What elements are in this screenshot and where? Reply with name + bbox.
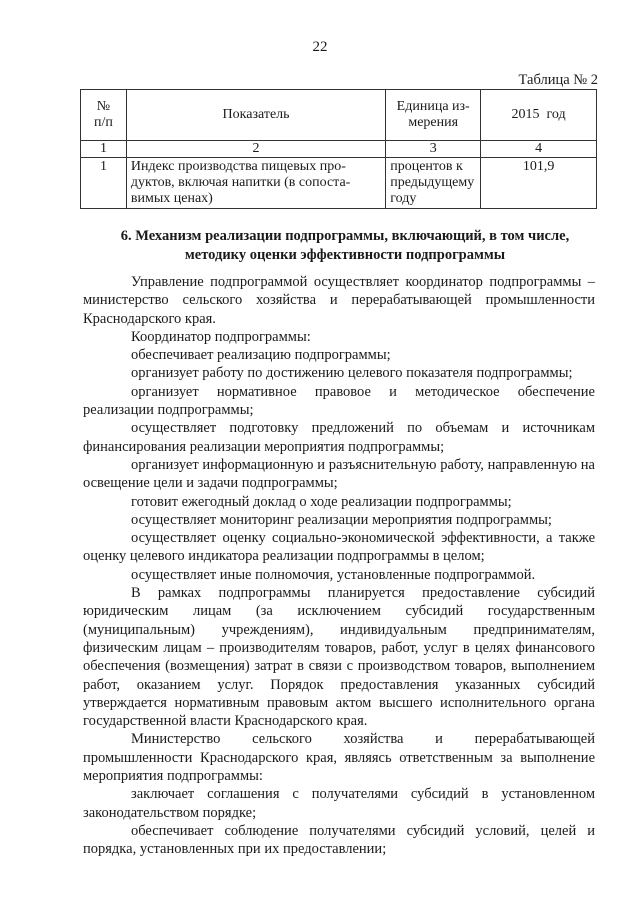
table-row (81, 158, 597, 209)
paragraph: обеспечивает соблюдение получателями субсидий условий, целей и порядка, установленных при их предоставлении; (83, 822, 595, 858)
table-header-row (81, 90, 597, 141)
paragraph: Министерство сельского хозяйства и перерабатывающей промышленности Краснодарского края, являясь ответственным за выполнение мероприятия подпрограммы: (83, 731, 595, 785)
paragraph: обеспечивает реализацию подпрограммы; (131, 347, 391, 364)
paragraph: заключает соглашения с получателями субсидий в установленном законодательством порядке; (83, 786, 595, 821)
section-heading: 6. Механизм реализации подпрограммы, включающий, в том числе, методику оценки эффективности подпрограммы (120, 228, 570, 263)
header-cell-number: № п/п (81, 90, 127, 141)
body-text (83, 273, 595, 859)
value-cell: 101,9 (481, 158, 597, 209)
paragraph: организует нормативное правовое и методическое обеспечение реализации подпрограммы; (83, 383, 595, 419)
paragraph: Координатор подпрограммы: (131, 328, 311, 345)
numbering-cell: 1 (81, 141, 127, 158)
numbering-cell: 2 (126, 141, 385, 158)
indicator-table (80, 89, 597, 209)
paragraph: осуществляет подготовку предложений по объемам и источникам финансирования реализации мероприятия подпрограммы; (83, 420, 595, 455)
row-number-cell: 1 (81, 158, 127, 209)
paragraph: готовит ежегодный доклад о ходе реализации подпрограммы; (131, 493, 512, 510)
indicator-name-cell: Индекс производства пищевых про- дуктов, включая напитки (в сопоста- вимых ценах) (126, 158, 385, 209)
numbering-cell: 4 (481, 141, 597, 158)
header-cell-unit: Единица из- мерения (386, 90, 481, 141)
unit-cell: процентов к предыдущему году (386, 158, 481, 209)
paragraph: организует работу по достижению целевого показателя подпрограммы; (131, 365, 573, 382)
table-numbering-row (81, 141, 597, 158)
numbering-cell: 3 (386, 141, 481, 158)
header-cell-indicator: Показатель (126, 90, 385, 141)
paragraph: В рамках подпрограммы планируется предоставление субсидий юридическим лицам (за исключением субсидий государственным (муниципальным) учреждениям), индивидуальным предпринимателям, физическим лицам – производителям товаров, работ, услуг в целях финансового обеспечения (возмещения) затрат в связи с производством товаров, выполнением работ, оказанием услуг. Порядок предоставления указанных субсидий утверждается нормативным правовым актом высшего исполнительного органа государственной власти Краснодарского края. (83, 585, 595, 730)
paragraph: осуществляет мониторинг реализации мероприятия подпрограммы; (131, 511, 552, 528)
paragraph: осуществляет оценку социально-экономической эффективности, а также оценку целевого индикатора реализации подпрограммы в целом; (83, 530, 595, 565)
header-cell-year: 2015 год (481, 90, 597, 141)
paragraph: организует информационную и разъяснительную работу, направленную на освещение цели и задачи подпрограммы; (83, 456, 595, 492)
page-number: 22 (312, 39, 328, 55)
paragraph: Управление подпрограммой осуществляет координатор подпрограммы – министерство сельского хозяйства и перерабатывающей промышленности Краснодарского края. (83, 274, 595, 327)
table-caption: Таблица № 2 (518, 72, 598, 88)
paragraph: осуществляет иные полномочия, установленные подпрограммой. (131, 566, 536, 583)
